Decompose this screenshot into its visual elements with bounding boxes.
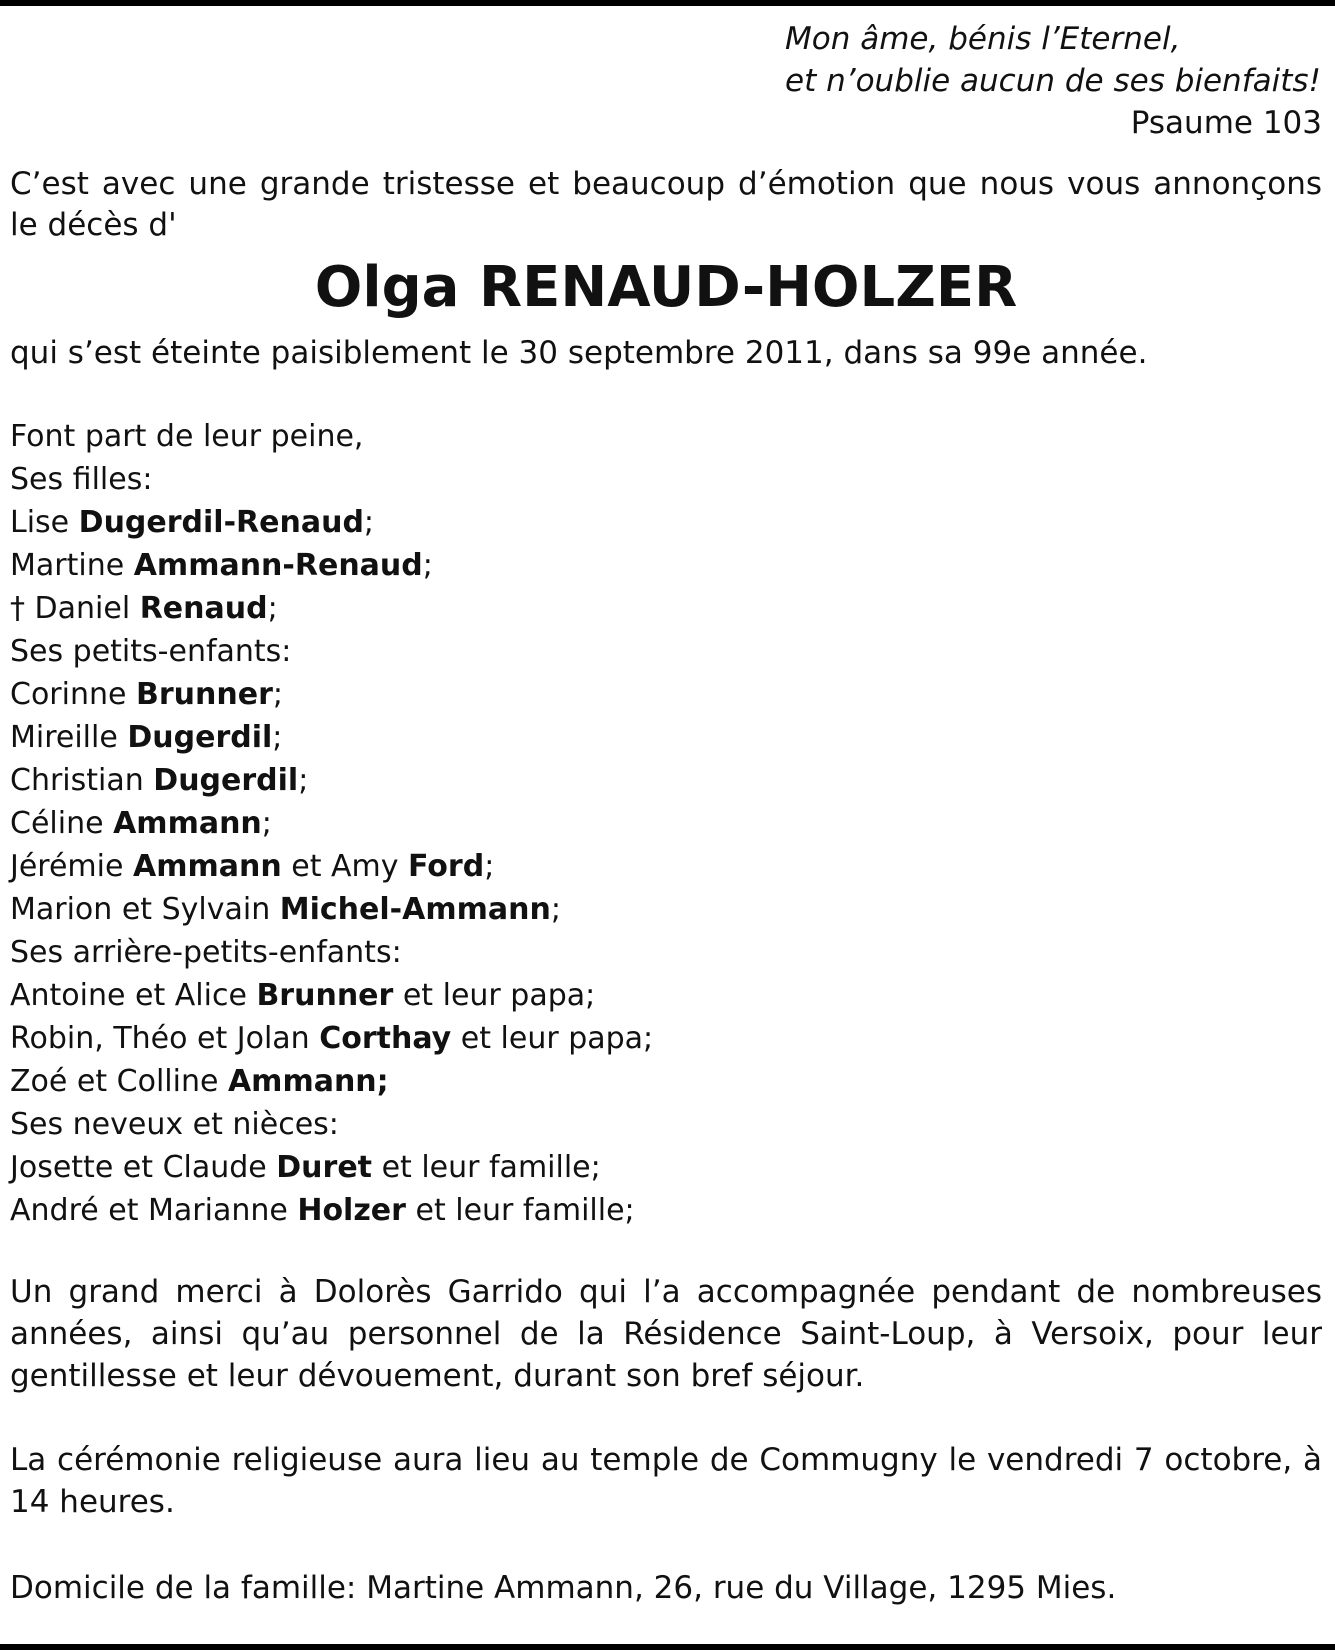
family-surname: Dugerdil — [153, 763, 299, 798]
family-text: Martine — [10, 548, 134, 583]
family-line — [10, 458, 1322, 501]
bottom-rule — [0, 1644, 1335, 1650]
family-text: Jérémie — [10, 849, 133, 884]
family-line — [10, 1146, 1322, 1189]
deceased-name: Olga RENAUD-HOLZER — [314, 255, 1018, 320]
family-text: Zoé et Colline — [10, 1064, 228, 1099]
family-text: Josette et Claude — [10, 1150, 277, 1185]
family-text: ; — [550, 892, 561, 927]
family-line — [10, 845, 1322, 888]
family-line — [10, 673, 1322, 716]
family-text: ; — [363, 505, 375, 540]
family-surname: Michel-Ammann — [279, 892, 551, 927]
family-text: André et Marianne — [10, 1193, 298, 1228]
thanks-paragraph: Un grand merci à Dolorès Garrido qui l’a accompagnée pendant de nombreuses années, ainsi qu’au personnel de la Résidence Saint-Loup, à Versoix, pour leur gentillesse et leur dévouement, durant son bref séjour. — [10, 1274, 1322, 1394]
family-line — [10, 1189, 1322, 1232]
family-line — [10, 415, 1322, 458]
family-surname: Renaud — [139, 591, 268, 626]
family-surname: Dugerdil-Renaud — [78, 505, 364, 540]
family-line — [10, 974, 1322, 1017]
family-text: Ses arrière-petits-enfants: — [10, 935, 402, 970]
family-text: et leur famille; — [372, 1150, 601, 1185]
family-text: Ses neveux et nièces: — [10, 1107, 339, 1142]
death-notice: qui s’est éteinte paisiblement le 30 septembre 2011, dans sa 99e année. — [10, 335, 1148, 371]
family-text: Céline — [10, 806, 114, 841]
family-text: † Daniel — [10, 591, 140, 626]
family-text: Mireille — [10, 720, 128, 755]
family-surname: Brunner — [256, 978, 394, 1013]
family-surname: Brunner — [136, 677, 273, 712]
family-text: Lise — [10, 505, 79, 540]
family-line — [10, 1060, 1322, 1103]
family-text: Marion et Sylvain — [10, 892, 280, 927]
family-line — [10, 802, 1322, 845]
family-line — [10, 888, 1322, 931]
family-text: ; — [261, 806, 272, 841]
family-surname: Corthay — [319, 1021, 452, 1056]
family-line — [10, 544, 1322, 587]
family-text: ; — [298, 763, 309, 798]
family-text: ; — [272, 720, 283, 755]
family-text: Ses petits-enfants: — [10, 634, 292, 669]
family-line — [10, 1103, 1322, 1146]
psalm-verse — [10, 18, 1322, 144]
family-surname: Holzer — [297, 1193, 406, 1228]
family-line — [10, 587, 1322, 630]
family-line — [10, 630, 1322, 673]
family-text: Antoine et Alice — [10, 978, 257, 1013]
family-text: Font part de leur peine, — [10, 419, 364, 454]
family-surname: Ammann-Renaud — [133, 548, 423, 583]
family-line — [10, 759, 1322, 802]
verse-reference: Psaume 103 — [1130, 105, 1322, 141]
domicile-paragraph: Domicile de la famille: Martine Ammann, 26, rue du Village, 1295 Mies. — [10, 1570, 1117, 1606]
family-text: Ses filles: — [10, 462, 153, 497]
ceremony-paragraph: La cérémonie religieuse aura lieu au temple de Commugny le vendredi 7 octobre, à 14 heures. — [10, 1442, 1322, 1520]
family-text: Corinne — [10, 677, 136, 712]
obituary-notice — [10, 18, 1322, 1609]
family-line — [10, 931, 1322, 974]
family-surname: Ford — [408, 849, 485, 884]
intro-text: C’est avec une grande tristesse et beaucoup d’émotion que nous vous annonçons le décès d' — [10, 166, 1322, 243]
family-text: ; — [272, 677, 283, 712]
family-surname: Ammann — [133, 849, 282, 884]
family-text: et leur papa; — [393, 978, 596, 1013]
family-text: ; — [422, 548, 433, 583]
top-rule — [0, 0, 1335, 6]
family-surname: Dugerdil — [127, 720, 273, 755]
family-line — [10, 1017, 1322, 1060]
family-line — [10, 716, 1322, 759]
family-surname: Ammann; — [227, 1064, 389, 1099]
family-text: ; — [484, 849, 495, 884]
family-text: et leur papa; — [451, 1021, 654, 1056]
family-text: et Amy — [281, 849, 409, 884]
family-surname: Ammann — [113, 806, 262, 841]
family-text: Christian — [10, 763, 154, 798]
family-surname: Duret — [276, 1150, 373, 1185]
family-text: et leur famille; — [405, 1193, 635, 1228]
verse-line-1: Mon âme, bénis l’Eternel, — [785, 21, 1181, 57]
family-list — [10, 415, 1322, 1232]
family-text: ; — [267, 591, 278, 626]
family-line — [10, 501, 1322, 544]
family-text: Robin, Théo et Jolan — [10, 1021, 320, 1056]
verse-line-2: et n’oublie aucun de ses bienfaits! — [785, 63, 1321, 99]
